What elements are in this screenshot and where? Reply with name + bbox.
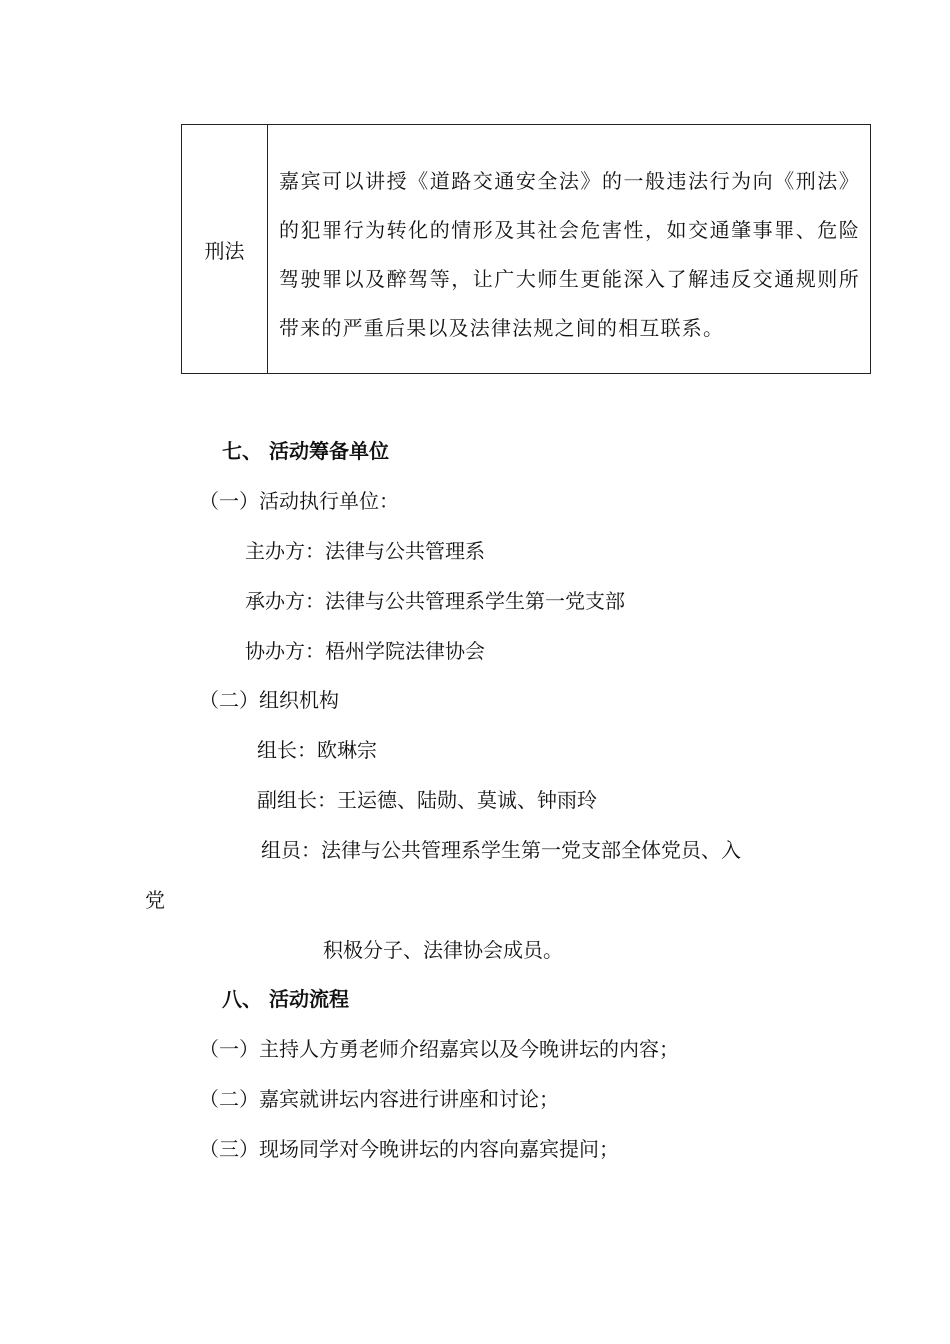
process-step-1: （一）主持人方勇老师介绍嘉宾以及今晚讲坛的内容； xyxy=(199,1037,679,1061)
leader-line: 组长：欧琳宗 xyxy=(257,738,377,762)
members-line-1: 组员：法律与公共管理系学生第一党支部全体党员、入 xyxy=(261,838,741,862)
section-8-heading: 八、 活动流程 xyxy=(222,987,349,1011)
deputy-line: 副组长：王运德、陆勋、莫诚、钟雨玲 xyxy=(257,788,597,812)
process-step-3: （三）现场同学对今晚讲坛的内容向嘉宾提问； xyxy=(199,1137,619,1161)
section-7-sub-1: （一）活动执行单位： xyxy=(199,489,399,513)
section-7-heading: 七、 活动筹备单位 xyxy=(222,439,389,463)
table-cell-topic: 刑法 xyxy=(182,125,268,373)
host-line: 主办方：法律与公共管理系 xyxy=(245,539,485,563)
law-topic-table xyxy=(181,124,871,374)
members-line-2: 党 xyxy=(145,888,165,912)
process-step-2: （二）嘉宾就讲坛内容进行讲座和讨论； xyxy=(199,1087,559,1111)
co-organizer-line: 协办方：梧州学院法律协会 xyxy=(245,639,485,663)
members-line-3: 积极分子、法律协会成员。 xyxy=(323,938,563,962)
organizer-line: 承办方：法律与公共管理系学生第一党支部 xyxy=(245,589,625,613)
section-7-sub-2: （二）组织机构 xyxy=(199,688,339,712)
table-cell-description: 嘉宾可以讲授《道路交通安全法》的一般违法行为向《刑法》的犯罪行为转化的情形及其社会危害性，如交通肇事罪、危险驾驶罪以及醉驾等，让广大师生更能深入了解违反交通规则所带来的严重后果以及法律法规之间的相互联系。 xyxy=(279,169,860,340)
